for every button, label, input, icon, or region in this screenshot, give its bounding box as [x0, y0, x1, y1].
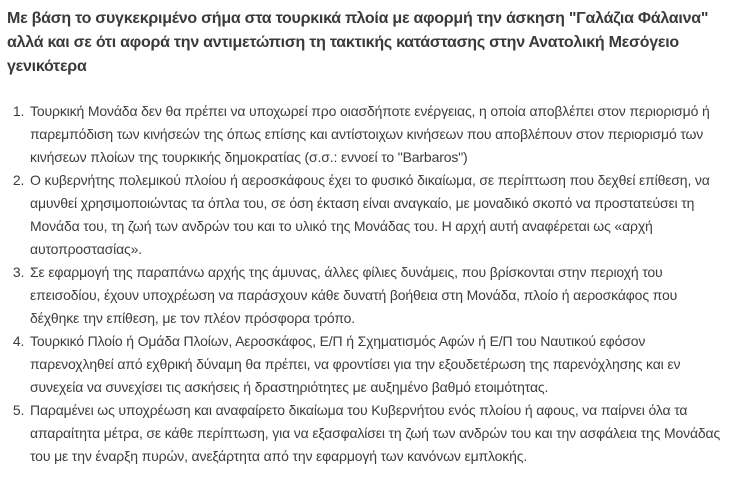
- article-intro-heading: Με βάση το συγκεκριμένο σήμα στα τουρκικά πλοία με αφορμή την άσκηση "Γαλάζια Φάλαινα" αλλά και σε ότι αφορά την αντιμετώπιση τη τακτικής κατάστασης στην Ανατολική Μεσόγειο γενικότερα: [7, 10, 709, 75]
- list-item: 3. Σε εφαρμογή της παραπάνω αρχής της άμυνας, άλλες φίλιες δυνάμεις, που βρίσκονται στην περιοχή του επεισοδίου, έχουν υποχρέωση να παράσχουν κάθε δυνατή βοήθεια στη Μονάδα, πλοίο ή αεροσκάφος που δέχθηκε την επίθεση, με τον πλέον πρόσφορα τρόπο.: [28, 261, 725, 330]
- list-item: 2. Ο κυβερνήτης πολεμικού πλοίου ή αεροσκάφους έχει το φυσικό δικαίωμα, σε περίπτωση που δεχθεί επίθεση, να αμυνθεί χρησιμοποιώντας τα όπλα του, σε όση έκταση είναι αναγκαίο, με μοναδικό σκοπό να προστατεύσει τη Μονάδα του, τη ζωή των ανδρών του και το υλικό της Μονάδας του. Η αρχή αυτή αναφέρεται ως «αρχή αυτοπροστασίας».: [28, 169, 725, 261]
- rules-list: [7, 100, 725, 468]
- list-item: 1. Τουρκική Μονάδα δεν θα πρέπει να υποχωρεί προ οιασδήποτε ενέργειας, η οποία αποβλέπει στον περιορισμό ή παρεμπόδιση των κινήσεών της όπως επίσης και αντίστοιχων κινήσεων που αποβλέπουν στον περιορισμό των κινήσεων πλοίων της τουρκικής δημοκρατίας (σ.σ.: εννοεί το "Barbaros"): [28, 100, 725, 169]
- list-item: 4. Τουρκικό Πλοίο ή Ομάδα Πλοίων, Αεροσκάφος, Ε/Π ή Σχηματισμός Αφών ή Ε/Π του Ναυτικού εφόσον παρενοχληθεί από εχθρική δύναμη θα πρέπει, να φροντίσει για την εξουδετέρωση της παρενόχλησης και εν συνεχεία να συνεχίσει τις ασκήσεις ή δραστηριότητες με αυξημένο βαθμό ετοιμότητας.: [28, 330, 725, 399]
- list-item: 5. Παραμένει ως υποχρέωση και αναφαίρετο δικαίωμα του Κυβερνήτου ενός πλοίου ή αφους, να παίρνει όλα τα απαραίτητα μέτρα, σε κάθε περίπτωση, για να εξασφαλίσει τη ζωή των ανδρών του και την ασφάλεια της Μονάδας του με την έναρξη πυρών, ανεξάρτητα από την εφαρμογή των κανόνων εμπλοκής.: [28, 399, 725, 468]
